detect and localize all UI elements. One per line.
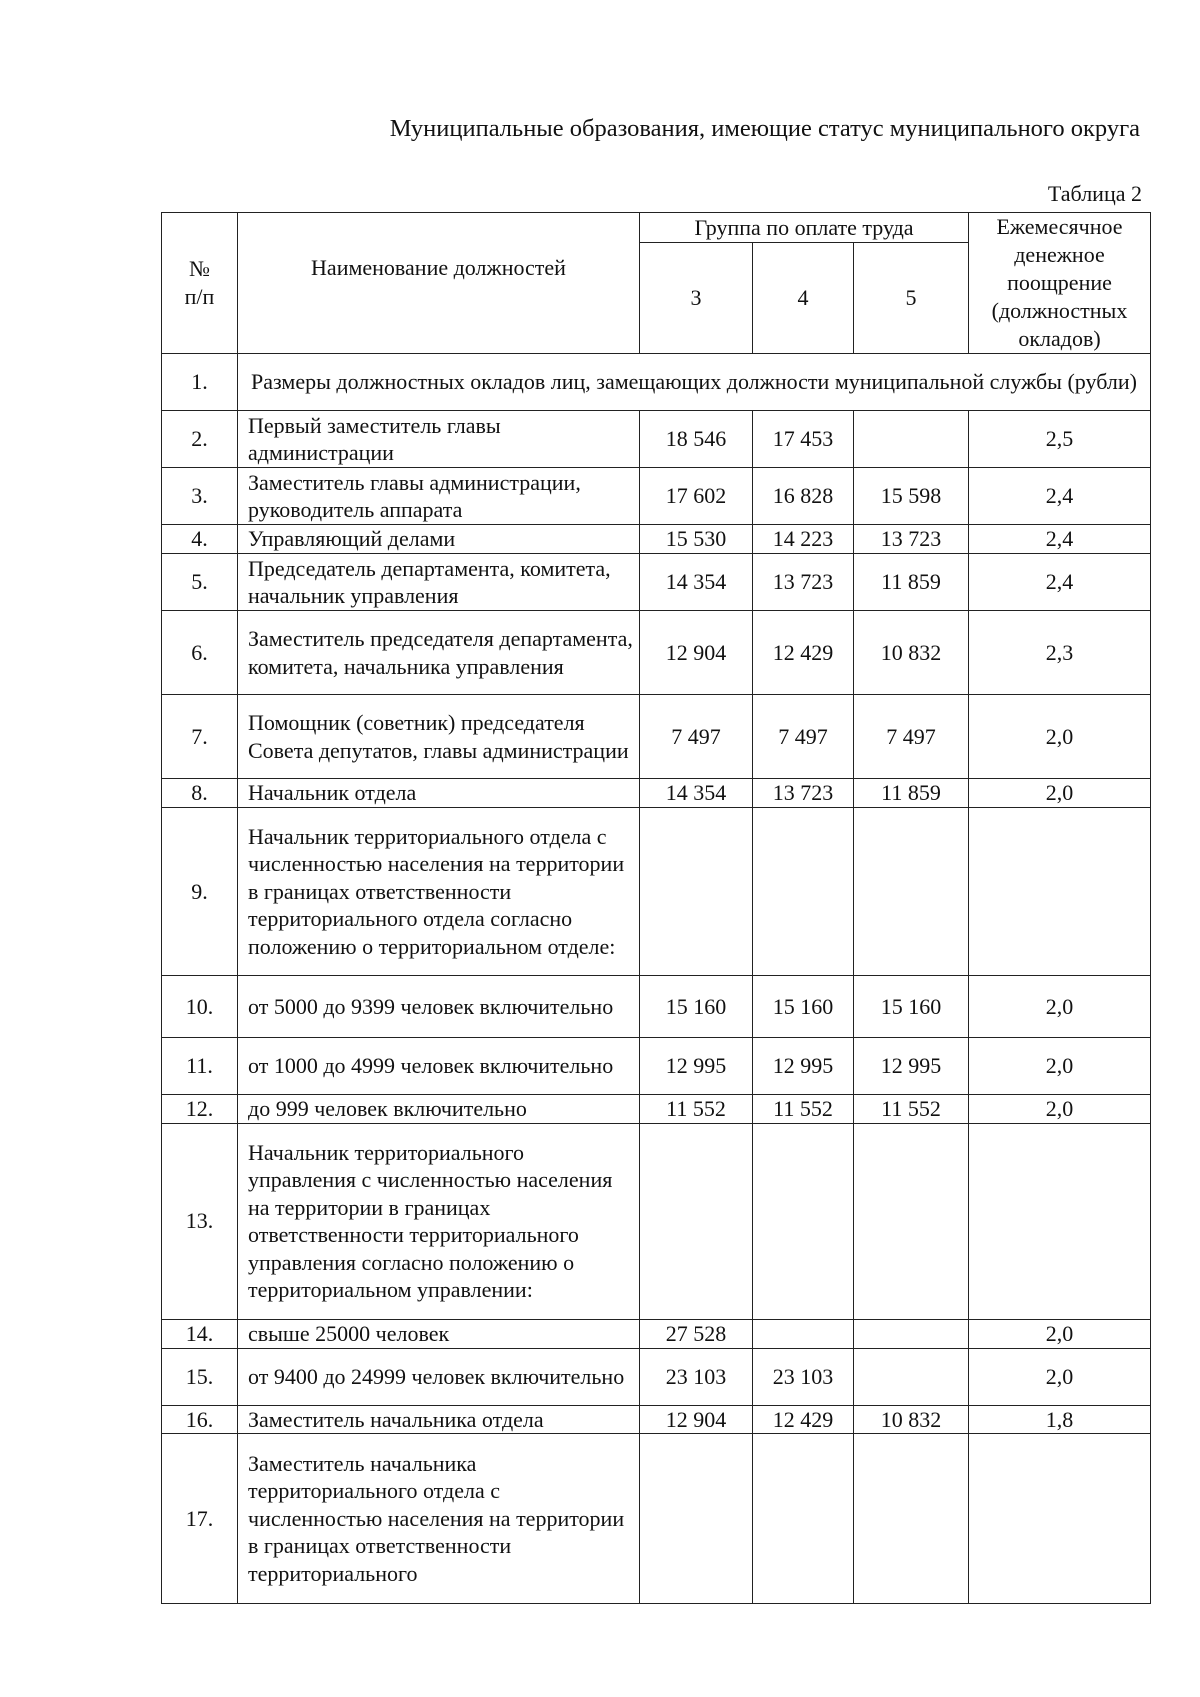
monthly-bonus [969,1123,1151,1319]
salary-group-3: 18 546 [640,411,753,468]
monthly-bonus: 2,0 [969,976,1151,1038]
salary-table [161,212,1151,1604]
salary-group-3: 15 530 [640,525,753,554]
row-number: 2. [162,411,238,468]
monthly-bonus [969,808,1151,976]
salary-group-4: 15 160 [753,976,854,1038]
salary-group-4 [753,1123,854,1319]
row-number: 4. [162,525,238,554]
position-name: до 999 человек включительно [238,1095,640,1124]
page-title: Муниципальные образования, имеющие статус муниципального округа [389,115,1140,142]
salary-group-3 [640,808,753,976]
salary-group-5 [854,808,969,976]
salary-group-3 [640,1123,753,1319]
header-group-5: 5 [854,243,969,354]
salary-group-3: 7 497 [640,695,753,779]
position-name: свыше 25000 человек [238,1319,640,1348]
monthly-bonus: 2,0 [969,1348,1151,1405]
monthly-bonus: 2,0 [969,695,1151,779]
position-name: Председатель департамента, комитета, начальник управления [238,554,640,611]
table-row [162,525,1151,554]
row-number: 17. [162,1434,238,1604]
position-name: от 1000 до 4999 человек включительно [238,1038,640,1095]
header-group-3: 3 [640,243,753,354]
monthly-bonus: 2,0 [969,779,1151,808]
position-name: Первый заместитель главы администрации [238,411,640,468]
table-row [162,779,1151,808]
row-number: 13. [162,1123,238,1319]
salary-group-5: 15 160 [854,976,969,1038]
row-number: 8. [162,779,238,808]
table-label: Таблица 2 [1047,181,1142,206]
position-name: Заместитель главы администрации, руководитель аппарата [238,468,640,525]
salary-group-5: 7 497 [854,695,969,779]
salary-group-3: 23 103 [640,1348,753,1405]
salary-group-3: 12 904 [640,1405,753,1434]
table-row [162,976,1151,1038]
monthly-bonus: 2,5 [969,411,1151,468]
salary-group-4: 17 453 [753,411,854,468]
salary-group-4: 13 723 [753,779,854,808]
salary-group-5 [854,1348,969,1405]
position-name: от 9400 до 24999 человек включительно [238,1348,640,1405]
row-number: 5. [162,554,238,611]
header-group: Группа по оплате труда [640,213,969,243]
row-number: 14. [162,1319,238,1348]
row-number: 10. [162,976,238,1038]
salary-group-4 [753,1319,854,1348]
table-row [162,411,1151,468]
salary-group-5: 11 859 [854,554,969,611]
salary-group-3: 14 354 [640,554,753,611]
salary-group-5: 13 723 [854,525,969,554]
salary-group-5 [854,1319,969,1348]
salary-group-3: 14 354 [640,779,753,808]
section-row [162,354,1151,411]
position-name: от 5000 до 9399 человек включительно [238,976,640,1038]
salary-group-4: 12 429 [753,611,854,695]
position-name: Управляющий делами [238,525,640,554]
row-number: 16. [162,1405,238,1434]
salary-group-5: 12 995 [854,1038,969,1095]
salary-group-5: 10 832 [854,611,969,695]
salary-group-3: 12 904 [640,611,753,695]
row-number: 15. [162,1348,238,1405]
monthly-bonus: 2,4 [969,525,1151,554]
table-row [162,1405,1151,1434]
section-title: Размеры должностных окладов лиц, замещающих должности муниципальной службы (рубли) [238,354,1151,411]
salary-group-5: 15 598 [854,468,969,525]
salary-group-5: 11 859 [854,779,969,808]
salary-group-4: 7 497 [753,695,854,779]
monthly-bonus: 2,3 [969,611,1151,695]
position-name: Начальник отдела [238,779,640,808]
position-name: Помощник (советник) председателя Совета депутатов, главы администрации [238,695,640,779]
position-name: Начальник территориального управления с численностью населения на территории в границах ответственности территориального управления согласно положению о территориальном управлении: [238,1123,640,1319]
table-row [162,695,1151,779]
monthly-bonus: 2,0 [969,1095,1151,1124]
table-row [162,1038,1151,1095]
salary-group-3: 11 552 [640,1095,753,1124]
table-row [162,1434,1151,1604]
monthly-bonus [969,1434,1151,1604]
salary-group-5 [854,1123,969,1319]
header-num: № п/п [162,213,238,354]
monthly-bonus: 2,4 [969,468,1151,525]
salary-group-5 [854,1434,969,1604]
row-number: 12. [162,1095,238,1124]
salary-group-3: 27 528 [640,1319,753,1348]
salary-group-3: 15 160 [640,976,753,1038]
salary-group-4: 12 429 [753,1405,854,1434]
monthly-bonus: 1,8 [969,1405,1151,1434]
salary-group-4: 11 552 [753,1095,854,1124]
row-number: 3. [162,468,238,525]
salary-group-5 [854,411,969,468]
row-number: 6. [162,611,238,695]
header-name: Наименование должностей [238,213,640,354]
position-name: Заместитель начальника отдела [238,1405,640,1434]
row-number: 7. [162,695,238,779]
salary-group-4: 12 995 [753,1038,854,1095]
row-number: 9. [162,808,238,976]
header-bonus: Ежемесячное денежное поощрение (должностных окладов) [969,213,1151,354]
table-row [162,554,1151,611]
table-row [162,1095,1151,1124]
header-group-4: 4 [753,243,854,354]
table-row [162,1319,1151,1348]
table-row [162,1348,1151,1405]
salary-group-4: 14 223 [753,525,854,554]
salary-group-4: 13 723 [753,554,854,611]
monthly-bonus: 2,0 [969,1319,1151,1348]
table-header [162,213,1151,354]
salary-group-5: 11 552 [854,1095,969,1124]
salary-group-4: 16 828 [753,468,854,525]
salary-group-4 [753,808,854,976]
table-body [162,354,1151,1604]
position-name: Заместитель начальника территориального отдела с численностью населения на территории в границах ответственности территориального [238,1434,640,1604]
table-row [162,808,1151,976]
table-row [162,611,1151,695]
position-name: Начальник территориального отдела с численностью населения на территории в границах ответственности территориального отдела согласно положению о территориальном отделе: [238,808,640,976]
monthly-bonus: 2,0 [969,1038,1151,1095]
salary-group-4 [753,1434,854,1604]
position-name: Заместитель председателя департамента, комитета, начальника управления [238,611,640,695]
salary-group-5: 10 832 [854,1405,969,1434]
salary-group-3 [640,1434,753,1604]
salary-group-4: 23 103 [753,1348,854,1405]
monthly-bonus: 2,4 [969,554,1151,611]
row-number: 11. [162,1038,238,1095]
table-row [162,468,1151,525]
salary-group-3: 12 995 [640,1038,753,1095]
salary-group-3: 17 602 [640,468,753,525]
row-number: 1. [162,354,238,411]
table-row [162,1123,1151,1319]
